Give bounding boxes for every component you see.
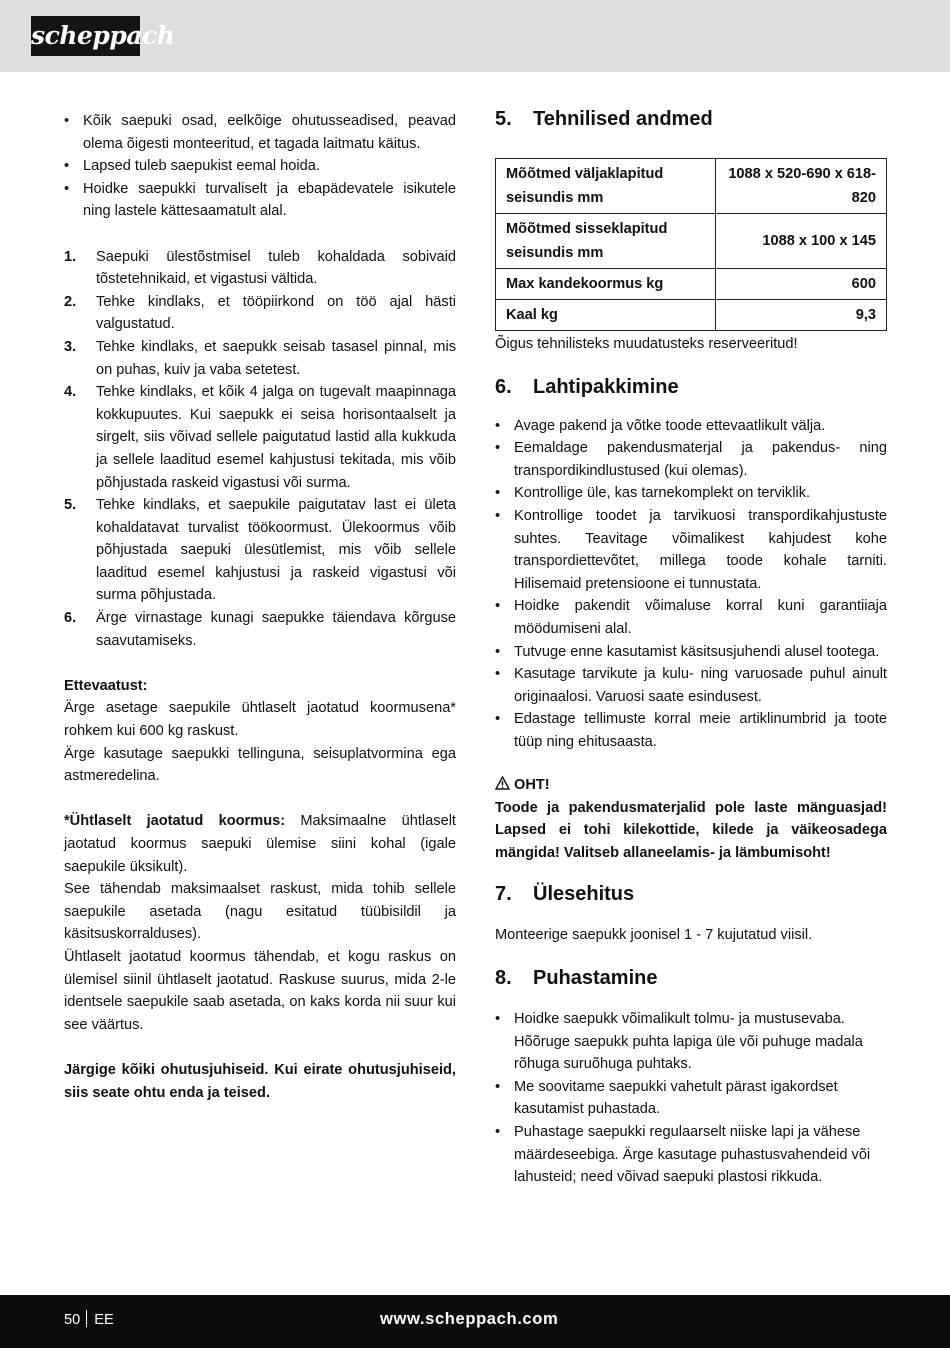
list-item: 4. Tehke kindlaks, et kõik 4 jalga on tugevalt maapinnaga kokkupuutes. Kui saepukk ei seisa horisontaalselt ja sirgelt, siis võivad sellele paigutatud lastid alla kukkuda ja sellele laaditud esemel kahjustusi tekitada, mis võib põhjustada raskeid vigastusi või surma.: [64, 384, 456, 491]
danger-text: Toode ja pakendusmaterjalid pole laste mänguasjad! Lapsed ei tohi kilekottide, kilede ja väikeosadega mängida! Valitseb allaneelamis- ja lämbumisoht!: [495, 799, 887, 861]
scheppach-logo: scheppach: [31, 16, 140, 56]
safety-bullet-list: [64, 110, 456, 223]
list-item: 3. Tehke kindlaks, et saepukk seisab tasasel pinnal, mis on puhas, kuiv ja vaba setetest.: [64, 338, 456, 378]
left-column: [64, 110, 456, 1104]
list-item: • Kontrollige toodet ja tarvikuosi transpordikahjustuste suhtes. Teavitage võimalikest kahjudest kohe transpordiettevõtet, millega toode kohale tarniti. Hilisemaid pretensioone ei tunnustata.: [495, 505, 887, 595]
list-item: • Kasutage tarvikute ja kulu- ning varuosade puhul ainult originaalosi. Varuosi saate esindusest.: [495, 663, 887, 708]
section-heading-unpacking: 6. Lahtipakkimine: [495, 375, 679, 398]
table-cell-label: Mõõtmed väljaklapitud seisundis mm: [496, 159, 716, 214]
warning-triangle-icon: [495, 776, 510, 790]
table-row: [496, 214, 887, 269]
table-cell-label: Kaal kg: [496, 300, 716, 331]
even-load-definition: *Ühtlaselt jaotatud koormus: Maksimaalne ühtlaselt jaotatud koormus saepuki ülemise siini kohal (igale saepukile üksikult).: [64, 813, 456, 875]
list-item: • Eemaldage pakendusmaterjal ja pakendus- ning transpordikindlustused (kui olemas).: [495, 437, 887, 482]
even-load-text: Ühtlaselt jaotatud koormus tähendab, et kogu raskus on ülemisel siinil ühtlaselt jaotatud. Raskuse suurus, mida 2-le identsele saepukile saab asetada, on kaks korda nii suur kui see väärtus.: [64, 948, 456, 1033]
table-cell-label: Mõõtmed sisseklapitud seisundis mm: [496, 214, 716, 269]
technical-note: Õigus tehnilisteks muudatusteks reserveeritud!: [495, 336, 798, 352]
caution-text: Ärge kasutage saepukki tellinguna, seisuplatvormina ega astmeredelina.: [64, 745, 456, 785]
list-item: • Hoidke pakendit võimaluse korral kuni garantiiaja möödumiseni alal.: [495, 595, 887, 640]
list-item: • Lapsed tuleb saepukist eemal hoida.: [64, 155, 456, 178]
table-row: [496, 300, 887, 331]
technical-data-table: [495, 158, 887, 331]
divider: [86, 1310, 87, 1327]
list-item: • Kontrollige üle, kas tarnekomplekt on terviklik.: [495, 482, 887, 505]
section-heading-cleaning: 8. Puhastamine: [495, 967, 658, 990]
table-cell-value: 1088 x 520-690 x 618-820: [716, 159, 887, 214]
list-item: 2. Tehke kindlaks, et tööpiirkond on töö ajal hästi valgustatud.: [64, 293, 456, 333]
list-item: • Edastage tellimuste korral meie artiklinumbrid ja toote tüüp ning ehitusaasta.: [495, 708, 887, 753]
section-heading-technical-data: 5. Tehnilised andmed: [495, 108, 713, 130]
assembly-text: Monteerige saepukk joonisel 1 - 7 kujutatud viisil.: [495, 927, 813, 944]
table-row: [496, 269, 887, 300]
table-cell-value: 9,3: [716, 300, 887, 331]
unpacking-bullet-list: [495, 415, 887, 754]
right-column: [495, 104, 887, 1189]
page-footer: [0, 1295, 950, 1348]
list-item: • Puhastage saepukki regulaarselt niiske lapi ja vähese määrdeseebiga. Ärge kasutage puhastusvahendeid või lahusteid; need võivad saepuki plastosi rikkuda.: [495, 1121, 873, 1189]
safety-numbered-list: [64, 246, 456, 653]
caution-text: Ärge asetage saepukile ühtlaselt jaotatud koormusena* rohkem kui 600 kg raskust.: [64, 700, 456, 740]
final-safety-warning: Järgige kõiki ohutusjuhiseid. Kui eirate ohutusjuhiseid, siis seate ohtu enda ja teised.: [64, 1061, 456, 1101]
list-item: • Avage pakend ja võtke toode ettevaatlikult välja.: [495, 415, 887, 438]
table-cell-value: 1088 x 100 x 145: [716, 214, 887, 269]
table-row: [496, 159, 887, 214]
list-item: • Hoidke saepukki turvaliselt ja ebapädevatele isikutele ning lastele kättesaamatult alal.: [64, 178, 456, 223]
list-item: • Me soovitame saepukki vahetult pärast igakordset kasutamist puhastada.: [495, 1076, 873, 1121]
list-item: • Hoidke saepukk võimalikult tolmu- ja mustusevaba. Hõõruge saepukk puhta lapiga üle või puhuge madala rõhuga suruõhuga puhtaks.: [495, 1008, 873, 1076]
list-item: 5. Tehke kindlaks, et saepukile paigutatav last ei ületa kohaldatavat turvalist töökoormust. Ülekoormus võib põhjustada saepuki ülesütlemist, mis võib sellele laaditud esemel kahjustusi ja raskeid vigastusi või surma põhjustada.: [64, 497, 456, 604]
list-item: 1. Saepuki ülestõstmisel tuleb kohaldada sobivaid tõstetehnikaid, et vigastusi vältida.: [64, 248, 456, 288]
table-cell-label: Max kandekoormus kg: [496, 269, 716, 300]
cleaning-bullet-list: [495, 1008, 887, 1189]
list-item: • Kõik saepuki osad, eelkõige ohutusseadised, peavad olema õigesti monteeritud, et tagada laitmatu käitus.: [64, 110, 456, 155]
danger-label: OHT!: [495, 774, 887, 797]
page-number: 50 EE: [64, 1312, 114, 1328]
table-cell-value: 600: [716, 269, 887, 300]
even-load-text: See tähendab maksimaalset raskust, mida tohib sellele saepukile asetada (nagu esitatud tüübisildil ja käsitsuskorralduses).: [64, 881, 456, 943]
list-item: • Tutvuge enne kasutamist käsitsusjuhendi alusel tootega.: [495, 641, 887, 664]
website-link[interactable]: www.scheppach.com: [380, 1309, 559, 1328]
page-header: [0, 0, 950, 72]
section-heading-assembly: 7. Ülesehitus: [495, 883, 635, 906]
list-item: 6. Ärge virnastage kunagi saepukke täiendava kõrguse saavutamiseks.: [64, 610, 456, 649]
caution-title: Ettevaatust:: [64, 677, 148, 694]
